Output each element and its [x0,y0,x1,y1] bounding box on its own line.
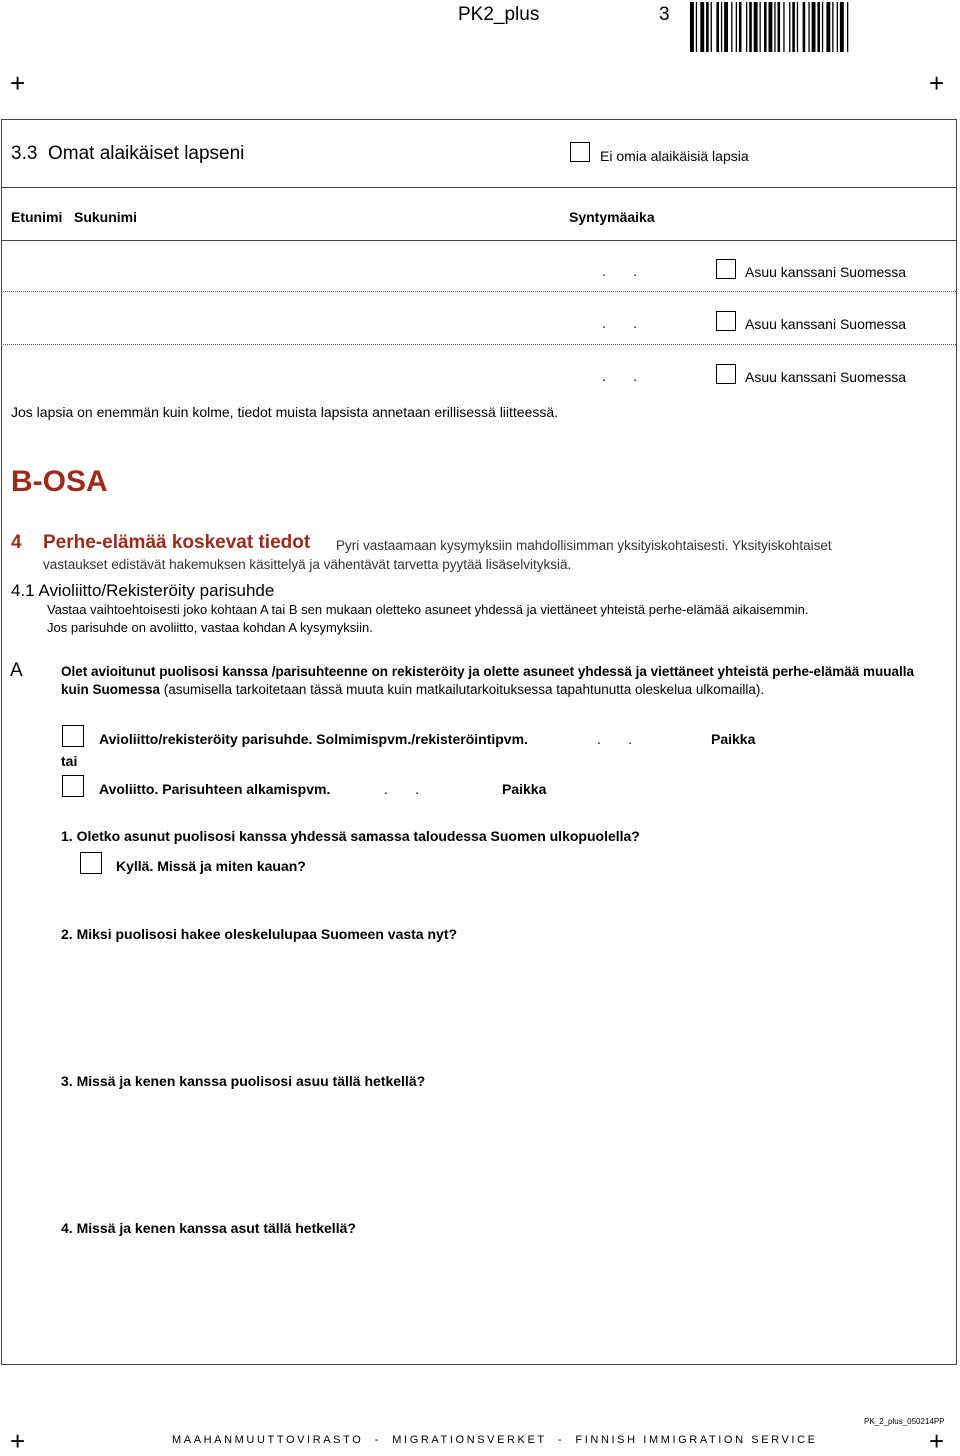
marriage-place-label: Paikka [711,731,756,747]
document-code: PK_2_plus_050214PP [864,1417,945,1426]
question-1-yes-checkbox[interactable] [80,852,102,874]
part-a-intro-normal: (asumisella tarkoitetaan tässä muuta kuin matkailutarkoituksessa tapahtunutta oleskelua ulkomailla). [160,682,765,697]
child-row-1-birthdate-dots: . . [602,263,638,279]
barcode [690,2,950,54]
child-row-1-lives-checkbox[interactable] [716,259,736,279]
child-row-3-lives-label: Asuu kanssani Suomessa [745,369,907,385]
cohabitation-label: Avoliitto. Parisuhteen alkamispvm. [99,781,331,797]
question-2: 2. Miksi puolisosi hakee oleskelulupaa Suomeen vasta nyt? [61,926,458,942]
part-a-intro-bold: kuin Suomessa [61,682,161,697]
child-row-2-lives-checkbox[interactable] [716,311,736,331]
section-4-1-text-line2: Jos parisuhde on avoliitto, vastaa kohdan A kysymyksiin. [47,620,373,635]
section-3-3-title: 3.3 Omat alaikäiset lapseni [11,143,245,164]
child-row-3-lives-checkbox[interactable] [716,364,736,384]
part-a-intro-line1: Olet avioitunut puolisosi kanssa /parisuhteenne on rekisteröity ja olette asuneet yhdessä ja viettäneet yhteistä perhe-elämää muualla [61,664,915,679]
no-children-label: Ei omia alaikäisiä lapsia [600,148,749,164]
section-4-number: 4 [11,532,22,553]
page-number: 3 [659,4,670,25]
section-4-intro-line1: Pyri vastaamaan kysymyksiin mahdollisimman yksityiskohtaisesti. Yksityiskohtaiset [336,538,832,553]
marriage-checkbox[interactable] [62,725,84,747]
child-row-3-birthdate-dots: . . [602,368,638,384]
section-4-intro-line2: vastaukset edistävät hakemuksen käsittelyä ja vähentävät tarvetta pyytää lisäselvityksiä. [43,557,572,572]
cohabitation-place-label: Paikka [502,781,547,797]
cohabitation-checkbox[interactable] [62,775,84,797]
child-row-1-lives-label: Asuu kanssani Suomessa [745,264,907,280]
row-separator [1,291,956,292]
b-osa-title: B-OSA [11,465,108,498]
agency-name: MAAHANMUUTTOVIRASTO - MIGRATIONSVERKET - FINNISH IMMIGRATION SERVICE [172,1434,818,1446]
divider [1,240,956,241]
section-4-1-title: 4.1 Avioliitto/Rekisteröity parisuhde [11,581,275,600]
question-3: 3. Missä ja kenen kanssa puolisosi asuu tällä hetkellä? [61,1073,426,1089]
section-4-1-text-line1: Vastaa vaihtoehtoisesti joko kohtaan A tai B sen mukaan oletteko asuneet yhdessä ja viettäneet yhteistä perhe-elämää aikaisemmin. [47,602,809,617]
question-1: 1. Oletko asunut puolisosi kanssa yhdessä samassa taloudessa Suomen ulkopuolella? [61,828,640,844]
registration-mark-bottom-left: + [10,1426,26,1456]
question-1-yes-label: Kyllä. Missä ja miten kauan? [116,858,306,874]
child-row-2-lives-label: Asuu kanssani Suomessa [745,316,907,332]
more-children-note: Jos lapsia on enemmän kuin kolme, tiedot muista lapsista annetaan erillisessä liitteessä. [11,404,559,420]
column-name-header: Etunimi Sukunimi [11,209,138,225]
row-separator [1,344,956,345]
cohabitation-date-dots: . . [384,781,420,797]
section-4-title: Perhe-elämää koskevat tiedot [43,532,311,553]
marriage-label: Avioliitto/rekisteröity parisuhde. Solmimispvm./rekisteröintipvm. [99,731,528,747]
part-a-intro-line2 [61,682,764,697]
form-code: PK2_plus [458,4,540,25]
no-children-checkbox[interactable] [570,142,590,162]
marriage-date-dots: . . [597,731,633,747]
question-4: 4. Missä ja kenen kanssa asut tällä hetkellä? [61,1220,356,1236]
or-label: tai [61,753,78,769]
column-birthdate-header: Syntymäaika [569,209,655,225]
divider [1,187,956,188]
registration-mark-bottom-right: + [929,1426,945,1456]
child-row-2-birthdate-dots: . . [602,315,638,331]
part-a-letter: A [10,660,23,681]
registration-mark-top-left: + [10,68,26,98]
registration-mark-top-right: + [929,68,945,98]
